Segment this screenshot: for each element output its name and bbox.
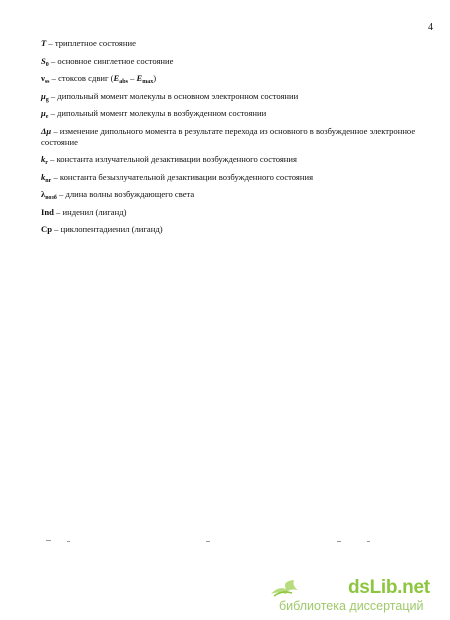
definition-line xyxy=(41,91,441,102)
dslib-logo-icon xyxy=(268,577,302,599)
symbol: λ xyxy=(41,189,46,199)
scan-artifact xyxy=(46,540,51,541)
definition-text: – дипольный момент молекулы в возбужденном состоянии xyxy=(48,108,267,118)
symbol: Cp xyxy=(41,224,52,234)
symbol: T xyxy=(41,38,47,48)
watermark-tagline: библиотека диссертаций xyxy=(279,599,424,613)
definition-line xyxy=(41,224,441,235)
definition-text: – стоксов сдвиг ( xyxy=(49,73,114,83)
definition-line xyxy=(41,172,441,183)
page-number: 4 xyxy=(428,22,433,33)
symbol: k xyxy=(41,154,46,164)
definition-line xyxy=(41,126,441,148)
definition-text: – триплетное состояние xyxy=(46,38,136,48)
notation-list xyxy=(41,38,441,242)
definition-line xyxy=(41,154,441,165)
subscript: ss xyxy=(44,79,50,85)
scan-artifact xyxy=(206,541,210,542)
definition-line xyxy=(41,207,441,218)
symbol: μ xyxy=(41,90,46,101)
subscript: e xyxy=(45,114,49,120)
definition-line xyxy=(41,189,441,200)
scan-artifact xyxy=(67,541,70,542)
watermark-brand: dsLib.net xyxy=(348,577,430,598)
definition-text: – изменение дипольного момента в результате перехода из основного в возбужденное электронное состояние xyxy=(41,125,416,147)
subscript: g xyxy=(45,96,49,103)
symbol: ν xyxy=(41,73,45,83)
definition-text: – константа излучательной дезактивации возбужденного состояния xyxy=(47,154,297,164)
subscript: 0 xyxy=(45,61,49,68)
subscript: возб xyxy=(45,195,57,201)
symbol: μ xyxy=(41,108,46,118)
symbol: Δμ xyxy=(41,125,52,136)
subscript: nr xyxy=(45,177,52,184)
definition-line xyxy=(41,56,441,67)
symbol: E xyxy=(113,73,120,83)
symbol: Ind xyxy=(41,206,54,217)
definition-text: – xyxy=(127,73,137,83)
definition-text: – инденил (лиганд) xyxy=(53,206,127,217)
symbol: E xyxy=(136,73,143,83)
subscript: abs xyxy=(119,79,128,85)
definition-line xyxy=(41,38,441,49)
definition-line xyxy=(41,108,441,119)
definition-text: – циклопентадиенил (лиганд) xyxy=(52,224,163,234)
definition-text: – длина волны возбуждающего света xyxy=(56,189,195,199)
subscript: r xyxy=(45,160,48,166)
definition-text: ) xyxy=(153,73,157,83)
definition-text: – дипольный момент молекулы в основном электронном состоянии xyxy=(48,90,299,101)
symbol: S xyxy=(41,55,46,66)
definition-text: – константа безызлучательной дезактивации возбужденного состояния xyxy=(51,171,314,182)
definition-text: – основное синглетное состояние xyxy=(48,55,174,66)
scan-artifact xyxy=(367,541,370,542)
definition-line xyxy=(41,73,441,84)
scan-artifact xyxy=(337,541,341,542)
subscript: max xyxy=(142,79,154,85)
symbol: k xyxy=(41,171,46,182)
